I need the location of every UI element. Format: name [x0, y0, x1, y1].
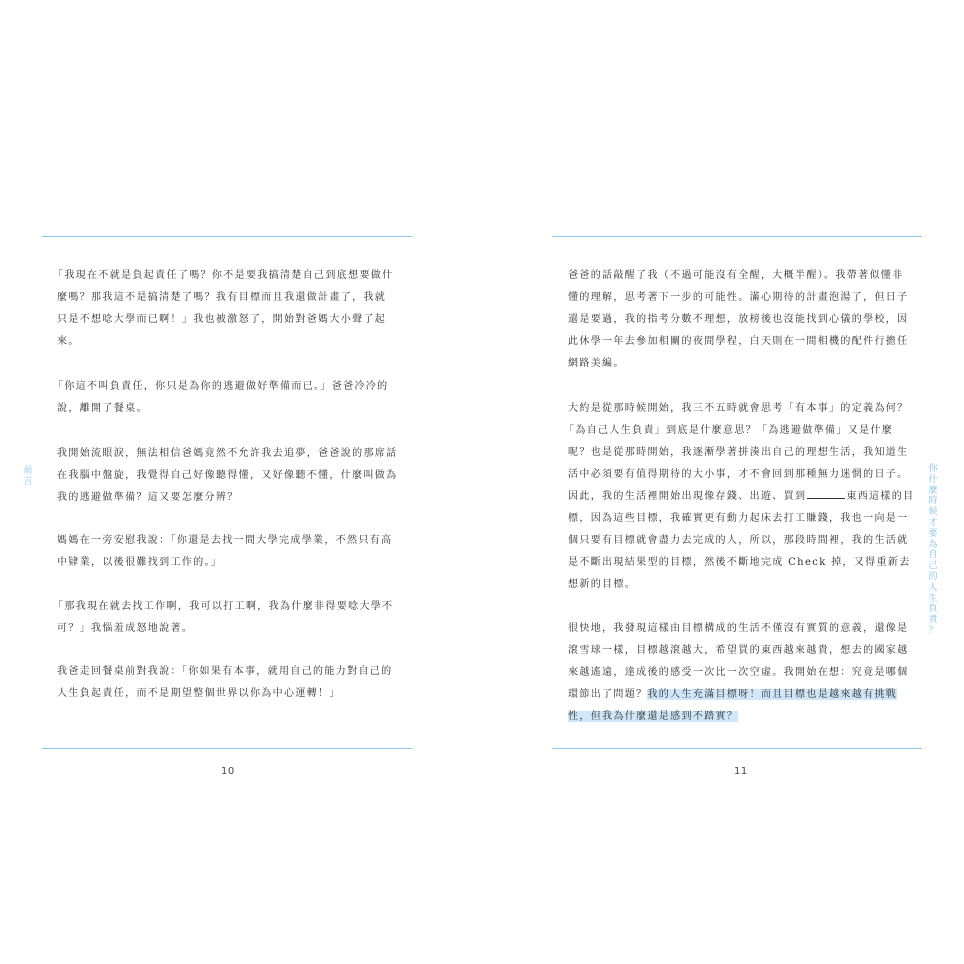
side-label-char: 你	[928, 464, 938, 474]
paragraph-line: 網路美編。	[568, 358, 625, 369]
paragraph-line	[568, 707, 738, 722]
paragraph-line: 「那我現在就去找工作啊，我可以打工啊，我為什麼非得要唸大學不	[53, 601, 394, 612]
side-label-char: 為	[928, 539, 938, 550]
paragraph-line: 在我腦中盤旋，我覺得自己好像聽得懂，又好像聽不懂，什麼叫做為	[57, 470, 398, 481]
side-label-char: 生	[928, 593, 938, 604]
top-rule	[552, 236, 922, 237]
paragraph-line: 「你這不叫負責任，你只是為你的逃避做好準備而已。」爸爸冷冷的	[53, 381, 389, 392]
paragraph-line: 說，離開了餐桌。	[57, 403, 148, 414]
side-label-char: ？	[928, 625, 938, 636]
paragraph-line	[568, 685, 897, 700]
paragraph-line	[568, 487, 914, 502]
paragraph-line: 中肄業，以後很難找到工作的。」	[57, 557, 223, 568]
paragraph-line: 人生負起責任，而不是期望整個世界以你為中心運轉！」	[57, 688, 341, 699]
paragraph-line: 「為自己人生負責」到底是什麼意思？「為逃避做準備」又是什麼	[564, 425, 894, 436]
paragraph-line: 個只要有目標就會盡力去完成的人，所以，那段時間裡，我的生活就	[568, 535, 909, 546]
paragraph-line: 懂的理解，思考著下一步的可能性。滿心期待的計畫泡湯了，但日子	[568, 292, 909, 303]
side-label-char: 前	[23, 466, 33, 476]
side-label-char: 的	[928, 571, 938, 582]
highlighted-text: 性，但我為什麼還是感到不踏實？	[568, 711, 739, 722]
top-rule	[42, 236, 412, 237]
side-running-title	[23, 466, 33, 488]
paragraph-line: 大約是從那時候開始，我三不五時就會思考「有本事」的定義為何？	[568, 403, 909, 414]
highlighted-text: 我的人生充滿目標呀！而且目標也是越來越有挑戰	[647, 689, 898, 700]
paragraph-line: 我爸走回餐桌前對我說：「你如果有本事，就用自己的能力對自己的	[57, 666, 393, 677]
page-number: 11	[734, 766, 748, 777]
side-running-title	[928, 464, 938, 637]
paragraph-line: 滾雪球一樣，目標越滾越大，希望買的東西越來越貴，想去的國家越	[568, 645, 909, 656]
bottom-rule	[42, 748, 412, 749]
line-text: 東西這樣的目	[846, 491, 915, 502]
side-label-char: 才	[928, 517, 938, 528]
paragraph-line: 還是要過，我的指考分數不理想，放榜後也沒能找到心儀的學校，因	[568, 314, 909, 325]
paragraph-line: 我開始流眼淚，無法相信爸媽竟然不允許我去追夢，爸爸說的那席話	[57, 448, 398, 459]
paragraph-line: 爸爸的話敲醒了我（不過可能沒有全醒，大概半醒）。我帶著似懂非	[568, 270, 904, 281]
paragraph-line: 想新的目標。	[568, 579, 637, 590]
side-label-char: 時	[928, 496, 938, 507]
paragraph-line: 來越遙遠，達成後的感受一次比一次空虛。我開始在想：究竟是哪個	[568, 667, 909, 678]
side-label-char: 什	[928, 474, 938, 485]
side-label-char: 負	[928, 604, 938, 615]
bottom-rule	[552, 748, 922, 749]
paragraph-line: 我的逃避做準備？這又要怎麼分辨？	[57, 492, 239, 503]
paragraph-line: 來。	[57, 336, 80, 347]
page-number: 10	[221, 766, 235, 777]
line-text: 環節出了問題？	[568, 689, 648, 700]
paragraph-line: 活中必須要有值得期待的大小事，才不會回到那種無力迷惘的日子。	[568, 469, 909, 480]
right-page	[482, 0, 964, 964]
side-label-char: 候	[928, 507, 938, 518]
fill-in-blank	[807, 489, 845, 499]
side-label-char: 言	[23, 476, 33, 487]
paragraph-line: 很快地，我發現這樣由目標構成的生活不僅沒有實質的意義，還像是	[568, 623, 909, 634]
side-label-char: 要	[928, 528, 938, 539]
paragraph-line: 呢？也是從那時開始，我逐漸學著拼湊出自己的理想生活，我知道生	[568, 447, 909, 458]
paragraph-line: 麼嗎？那我這不是搞清楚了嗎？我有目標而且我還做計畫了，我就	[57, 292, 387, 303]
paragraph-line: 可？」我惱羞成怒地說著。	[57, 623, 194, 634]
side-label-char: 己	[928, 561, 938, 572]
paragraph-line: 媽媽在一旁安慰我說：「你還是去找一間大學完成學業，不然只有高	[57, 535, 393, 546]
side-label-char: 自	[928, 550, 938, 561]
side-label-char: 責	[928, 615, 938, 626]
paragraph-line: 此休學一年去參加相關的夜間學程，白天則在一間相機的配件行擔任	[568, 336, 909, 347]
paragraph-line: 只是不想唸大學而已啊！」我也被激怒了，開始對爸媽大小聲了起	[57, 314, 387, 325]
paragraph-line: 是不斷出現結果型的目標，然後不斷地完成 Check 掉，又得重新去	[568, 557, 911, 568]
side-label-char: 麼	[928, 485, 938, 496]
paragraph-line: 「我現在不就是負起責任了嗎？你不是要我搞清楚自己到底想要做什	[53, 270, 394, 281]
line-text: 因此，我的生活裡開始出現像存錢、出遊、買到	[568, 491, 807, 502]
side-label-char: 人	[928, 582, 938, 593]
paragraph-line: 標，因為這些目標，我確實更有動力起床去打工賺錢，我也一向是一	[568, 513, 909, 524]
